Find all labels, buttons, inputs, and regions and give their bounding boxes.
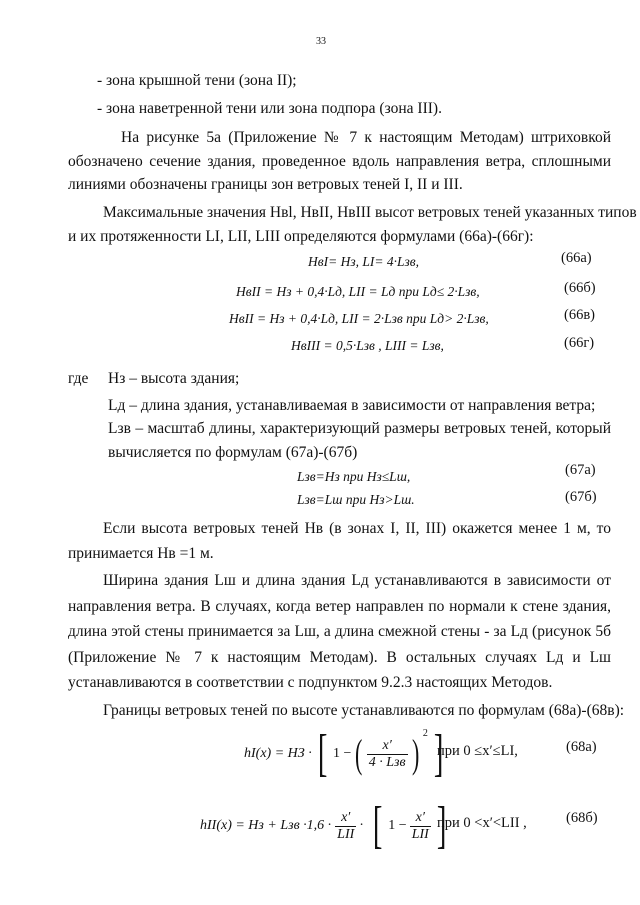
equation-68b-lhs: hII(x) = Hз + Lзв ·1,6 · xyxy=(200,818,332,833)
definition-hz: Нз – высота здания; xyxy=(108,370,240,387)
paragraph-min-line1: Если высота ветровых теней Нв (в зонах I, II, III) окажется менее 1 м, то xyxy=(103,520,611,537)
equation-68a-condition: при 0 ≤x′≤LI, xyxy=(437,743,518,759)
paragraph-min-line2: принимается Нв =1 м. xyxy=(68,545,214,562)
equation-68b-numerator-1: x′ xyxy=(341,809,351,825)
equation-68a-exponent: 2 xyxy=(422,728,428,739)
equation-68b xyxy=(200,796,452,856)
paragraph-bounds: Границы ветровых теней по высоте устанавливаются по формулам (68а)-(68в): xyxy=(103,702,625,719)
list-item-zone-3: - зона наветренной тени или зона подпора (зона III). xyxy=(97,100,442,117)
equation-68a-numerator: x′ xyxy=(382,737,392,753)
equation-68a-denominator: 4 · Lзв xyxy=(368,754,406,770)
equation-68a-bracket-open: [ xyxy=(317,725,328,782)
definition-lzv-line2: вычисляется по формулам (67а)-(67б) xyxy=(108,444,358,461)
equation-66g-label: (66г) xyxy=(564,335,595,351)
list-item-zone-2: - зона крышной тени (зона II); xyxy=(97,72,297,89)
equation-67b: Lзв=Lш при Нз>Lш. xyxy=(297,492,415,507)
paragraph-width-line2: направления ветра. В случаях, когда ветер направлен по нормали к стене здания, xyxy=(68,598,611,615)
equation-68a-lhs: hI(x) = HЗ · xyxy=(244,746,312,761)
equation-68b-label: (68б) xyxy=(566,810,598,826)
equation-68b-bracket-close: ] xyxy=(436,797,447,854)
equation-66a-label: (66а) xyxy=(561,250,592,266)
paragraph-width-line1: Ширина здания Lш и длина здания Lд устанавливаются в зависимости от xyxy=(103,572,611,589)
equation-66b: НвII = Нз + 0,4·Lд, LII = Lд при Lд≤ 2·Lзв, xyxy=(236,284,480,299)
equation-67b-label: (67б) xyxy=(565,489,597,505)
equation-68a-paren-open: ( xyxy=(355,731,363,776)
equation-68b-numerator-2: x′ xyxy=(415,809,425,825)
equation-68b-denominator-1: LII xyxy=(337,826,355,842)
equation-68b-dot: · xyxy=(359,818,364,833)
equation-66v: НвII = Нз + 0,4·Lд, LII = 2·Lзв при Lд> 2·Lзв, xyxy=(229,311,489,326)
equation-66v-label: (66в) xyxy=(564,307,596,323)
equation-68a xyxy=(244,724,449,784)
equation-68a-bracket-close: ] xyxy=(433,725,444,782)
equation-66a: НвI= Нз, LI= 4·Lзв, xyxy=(308,254,419,269)
equation-68b-bracket-open: [ xyxy=(372,797,383,854)
paragraph-width-line5: устанавливаются в соответствии с подпунктом 9.2.3 настоящих Методов. xyxy=(68,674,553,691)
equation-66b-label: (66б) xyxy=(564,280,596,296)
paragraph-max-line2: и их протяженности LI, LII, LIII определяются формулами (66а)-(66г): xyxy=(68,228,534,245)
paragraph-max-line1: Максимальные значения Нвl, НвII, НвIII высот ветровых теней указанных типов xyxy=(103,204,637,221)
equation-68a-fraction xyxy=(367,738,408,771)
equation-68b-one: 1 − xyxy=(388,818,407,833)
equation-68a-paren-close: ) xyxy=(411,731,419,776)
paragraph-width-line4: (Приложение № 7 к настоящим Методам). В остальных случаях Lд и Lш xyxy=(68,649,611,666)
paragraph-fig5a-line3: линиями обозначены границы зон ветровых теней I, II и III. xyxy=(68,176,463,193)
equation-68a-one: 1 − xyxy=(333,746,352,761)
equation-68b-fraction-1 xyxy=(335,810,356,843)
paragraph-fig5a-line1: На рисунке 5а (Приложение № 7 к настоящим Методам) штриховкой xyxy=(121,129,611,146)
definition-ld: Lд – длина здания, устанавливаемая в зависимости от направления ветра; xyxy=(108,397,596,414)
equation-67a: Lзв=Нз при Нз≤Lш, xyxy=(297,469,411,484)
paragraph-fig5a-line2: обозначено сечение здания, проведенное вдоль направления ветра, сплошными xyxy=(68,153,611,170)
equation-68a-label: (68а) xyxy=(566,739,597,755)
where-label: где xyxy=(68,370,89,387)
equation-68b-fraction-2 xyxy=(410,810,431,843)
equation-66g: НвIII = 0,5·Lзв , LIII = Lзв, xyxy=(291,338,444,353)
page-number: 33 xyxy=(316,36,326,47)
equation-68b-condition: при 0 <x′<LII , xyxy=(437,815,527,831)
paragraph-width-line3: длина этой стены принимается за Lш, а длина смежной стены - за Lд (рисунок 5б xyxy=(68,623,611,640)
equation-67a-label: (67а) xyxy=(565,462,596,478)
definition-lzv-line1: Lзв – масштаб длины, характеризующий размеры ветровых теней, который xyxy=(108,420,611,437)
equation-68b-denominator-2: LII xyxy=(411,826,429,842)
